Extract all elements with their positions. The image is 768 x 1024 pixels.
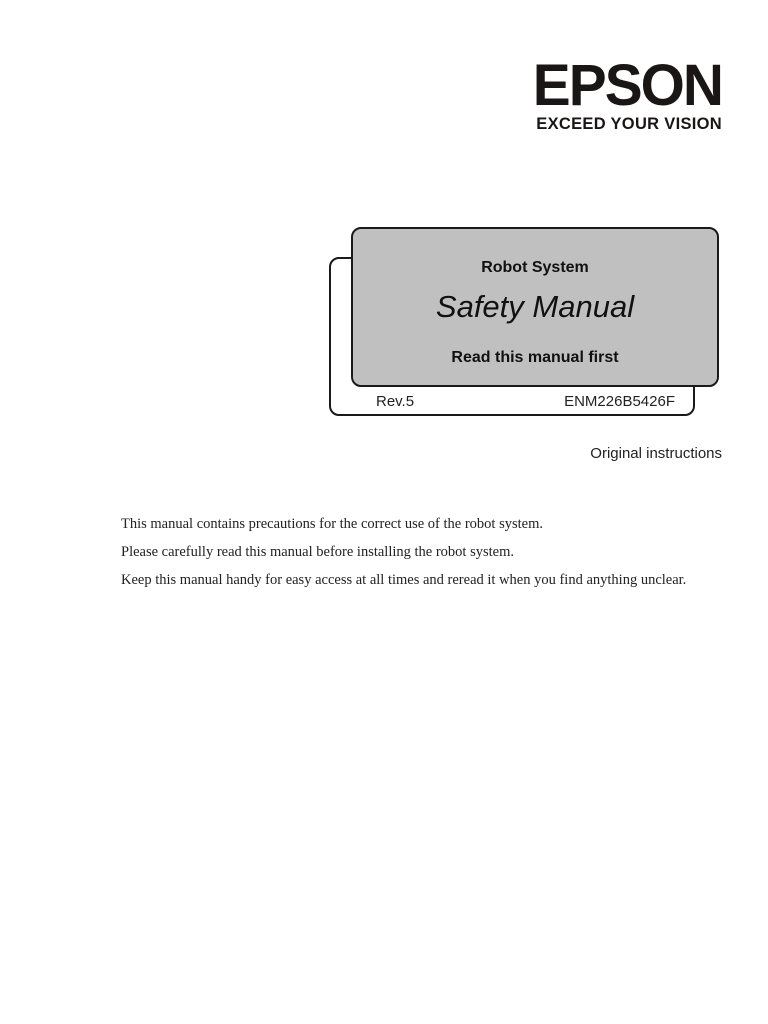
- epson-logo: [502, 53, 722, 133]
- logo-tagline: EXCEED YOUR VISION: [536, 115, 722, 133]
- intro-paragraph: Keep this manual handy for easy access at all times and reread it when you find anything unclear.: [121, 572, 687, 588]
- original-instructions-label: Original instructions: [590, 445, 722, 462]
- cover-title-card: [351, 227, 719, 387]
- page-title: Safety Manual: [435, 289, 635, 324]
- intro-text: [121, 515, 721, 599]
- intro-paragraph: Please carefully read this manual before installing the robot system.: [121, 544, 514, 560]
- cover-subtitle: Read this manual first: [451, 349, 619, 366]
- intro-paragraph: This manual contains precautions for the correct use of the robot system.: [121, 516, 543, 532]
- document-code: ENM226B5426F: [564, 393, 675, 410]
- revision-label: Rev.5: [376, 393, 415, 410]
- cover-category: Robot System: [481, 259, 589, 276]
- logo-wordmark: EPSON: [532, 53, 722, 118]
